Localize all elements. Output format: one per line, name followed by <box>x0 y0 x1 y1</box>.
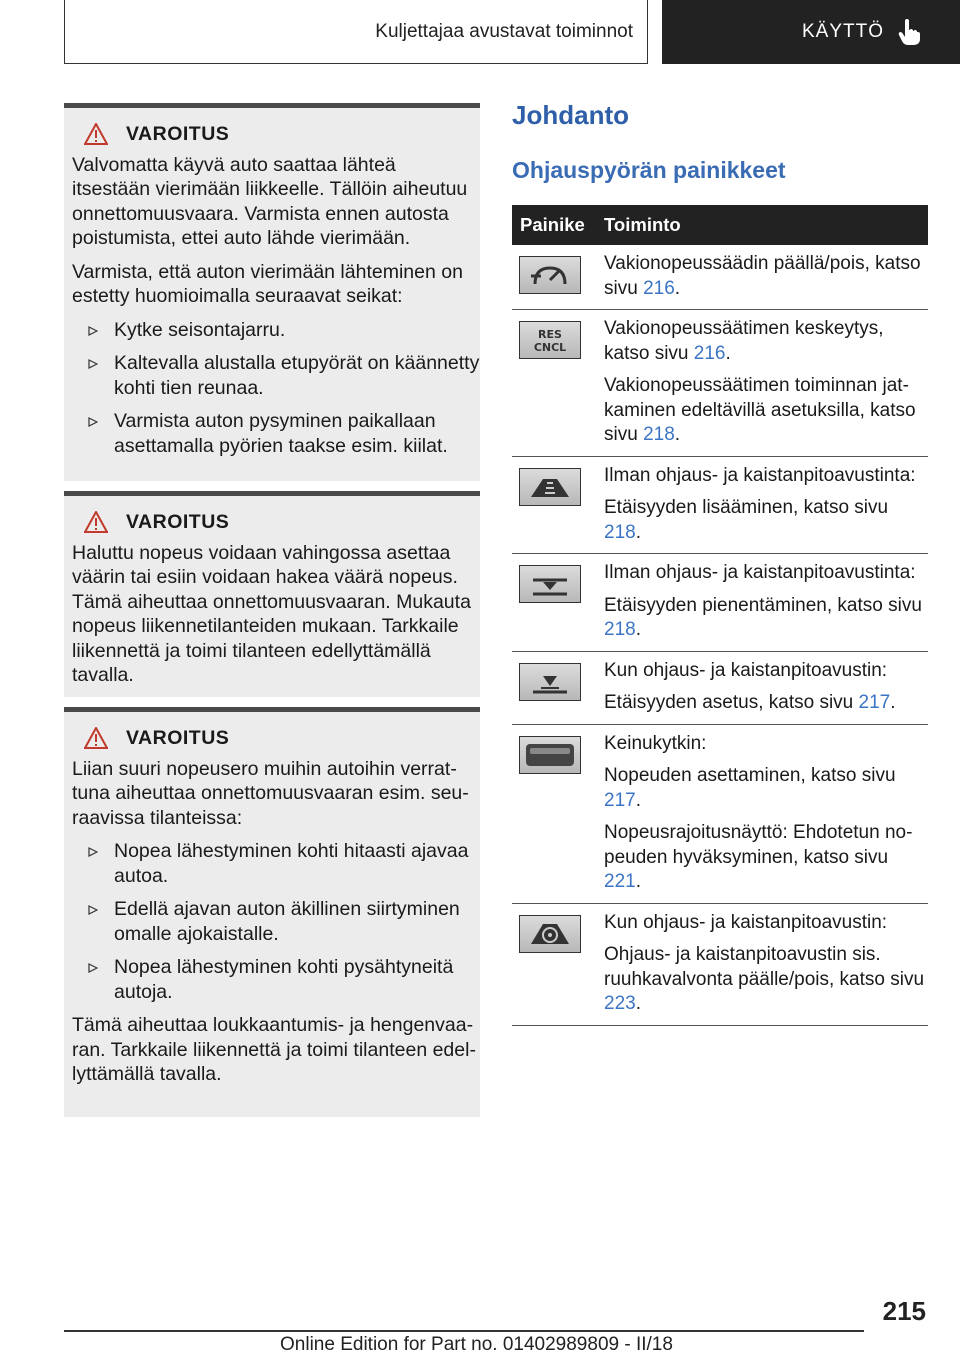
page-link[interactable]: 216 <box>643 277 675 299</box>
table-row <box>512 457 928 555</box>
section-title: Kuljettajaa avustavat toiminnot <box>375 20 633 42</box>
function-text: Ilman ohjaus- ja kaistanpitoavustinta: <box>604 562 916 583</box>
warning-triangle-icon <box>84 123 108 145</box>
function-text: Etäisyyden lisääminen, katso sivu 218. <box>604 497 889 543</box>
table-row <box>512 554 928 652</box>
page-link[interactable]: 218 <box>643 424 675 445</box>
button-cell <box>512 252 604 301</box>
function-text: Keinukytkin: <box>604 732 707 754</box>
bullet-triangle-icon <box>88 963 98 973</box>
list-item: Nopea lähestyminen kohti hitaasti ajavaa autoa. <box>72 839 480 888</box>
function-text: Vakionopeussäädin päällä/pois, katso sivu 216. <box>604 253 921 299</box>
bullet-triangle-icon <box>88 847 98 857</box>
warning-text: Valvomatta käyvä auto saattaa lähteä itsestään vierimään liikkeelle. Tällöin aiheutuu onnettomuusvaara. Varmista ennen autosta poistumista, ettei auto lähde vierimään. <box>72 153 468 249</box>
page-link[interactable]: 223 <box>604 993 636 1014</box>
header-cell-button: Painike <box>520 214 585 235</box>
button-cell <box>512 911 604 1017</box>
warning-triangle-icon <box>84 511 108 533</box>
button-cell <box>512 317 604 448</box>
svg-text:RES: RES <box>538 328 562 341</box>
list-item: Varmista auton pysyminen paikallaan asettamalla pyörien taakse esim. kiilat. <box>72 409 480 458</box>
warning-text: Liian suuri nopeusero muihin autoihin verrattuna aiheuttaa onnettomuusvaaran esim. seuraavissa tilanteissa: <box>72 757 469 829</box>
function-cell <box>604 317 928 448</box>
table-row <box>512 904 928 1026</box>
res-cncl-icon <box>519 321 581 359</box>
warning-text: Varmista, että auton vierimään lähteminen on estetty huomioimalla seuraavat seikat: <box>72 260 463 307</box>
function-text: Nopeuden asettaminen, katso sivu 217. <box>604 765 896 811</box>
subsection-heading: Ohjauspyörän painikkeet <box>512 157 786 183</box>
function-cell <box>604 561 928 643</box>
distance-decrease-icon <box>519 565 581 603</box>
function-cell <box>604 252 928 301</box>
list-item: Kaltevalla alustalla etupyörät on käännetty kohti tien reunaa. <box>72 351 480 400</box>
warning-title: VAROITUS <box>84 726 480 751</box>
function-text: Ohjaus- ja kaistanpitoavustin sis. ruuhkavalvonta päälle/pois, katso sivu 223. <box>604 944 925 1014</box>
table-row <box>512 245 928 310</box>
table-row <box>512 652 928 725</box>
edition-note: Online Edition for Part no. 01402989809 - II/18 <box>280 1334 673 1355</box>
warning-list <box>72 318 480 459</box>
list-item: Kytke seisontajarru. <box>72 318 480 343</box>
table-header <box>512 205 928 245</box>
button-cell <box>512 732 604 895</box>
function-text: Etäisyyden asetus, katso sivu 217. <box>604 692 896 713</box>
warning-text: Haluttu nopeus voidaan vahingossa asettaa väärin tai esiin voidaan hakea väärä nopeus. Tämä aiheuttaa onnettomuusvaaran. Mukauta nopeus liikennetilanteiden mukaan. Tarkkaile liikennettä ja toimi tilanteen edellyttämällä tavalla. <box>72 541 471 686</box>
page-link[interactable]: 216 <box>693 342 726 364</box>
header-section-title <box>64 0 648 64</box>
steering-assistant-icon <box>519 915 581 953</box>
function-text: Vakionopeussäätimen keskeytys, katso sivu 216. <box>604 318 884 364</box>
header-chapter-tab <box>662 0 960 64</box>
button-cell <box>512 659 604 716</box>
bullet-triangle-icon <box>88 905 98 915</box>
warning-title: VAROITUS <box>84 510 480 535</box>
chapter-title: KÄYTTÖ <box>801 21 884 42</box>
page-link[interactable]: 217 <box>858 692 891 713</box>
page-link[interactable]: 217 <box>604 789 636 811</box>
function-text: Kun ohjaus- ja kaistanpitoavustin: <box>604 659 888 681</box>
list-item: Nopea lähestyminen kohti pysähtyneitä autoja. <box>72 955 480 1004</box>
distance-setting-icon <box>519 663 581 701</box>
bullet-triangle-icon <box>88 326 98 336</box>
table-row <box>512 310 928 457</box>
warning-text: Tämä aiheuttaa loukkaantumis- ja hengenvaaran. Tarkkaile liikennettä ja toimi tilanteen edellyttämällä tavalla. <box>72 1014 476 1085</box>
footer-divider <box>64 1330 864 1332</box>
hand-pointer-icon <box>898 19 920 45</box>
svg-text:CNCL: CNCL <box>533 341 567 354</box>
button-cell <box>512 464 604 546</box>
function-cell <box>604 659 928 716</box>
warning-title: VAROITUS <box>84 122 480 147</box>
page-link[interactable]: 218 <box>604 619 636 640</box>
button-cell <box>512 561 604 643</box>
bullet-triangle-icon <box>88 359 98 369</box>
list-item: Edellä ajavan auton äkillinen siirtyminen omalle ajokaistalle. <box>72 897 480 946</box>
warning-triangle-icon <box>84 727 108 749</box>
steering-buttons-table <box>512 205 928 1026</box>
function-cell <box>604 464 928 546</box>
function-text: Etäisyyden pienentäminen, katso sivu 218. <box>604 594 922 640</box>
function-text: Ilman ohjaus- ja kaistanpitoavustinta: <box>604 464 916 486</box>
page-link[interactable]: 218 <box>604 521 636 543</box>
header-cell-function: Toiminto <box>604 214 681 235</box>
section-heading: Johdanto <box>512 100 629 130</box>
rocker-switch-icon <box>519 736 581 774</box>
function-text: Kun ohjaus- ja kaistanpitoavustin: <box>604 911 888 933</box>
table-row <box>512 725 928 904</box>
page-link[interactable]: 221 <box>604 871 636 892</box>
cruise-control-icon <box>519 256 581 294</box>
warning-box <box>64 103 480 481</box>
function-text: Nopeusrajoitusnäyttö: Ehdotetun nopeuden hyväksyminen, katso sivu 221. <box>604 822 913 892</box>
function-text: Vakionopeussäätimen toiminnan jatkaminen edeltävillä asetuksilla, katso sivu 218. <box>604 375 916 445</box>
function-cell <box>604 911 928 1017</box>
distance-increase-icon <box>519 468 581 506</box>
warning-box <box>64 707 480 1117</box>
warning-box <box>64 491 480 697</box>
page-number: 215 <box>882 1296 926 1326</box>
bullet-triangle-icon <box>88 417 98 427</box>
function-cell <box>604 732 928 895</box>
warning-list <box>72 839 480 1004</box>
